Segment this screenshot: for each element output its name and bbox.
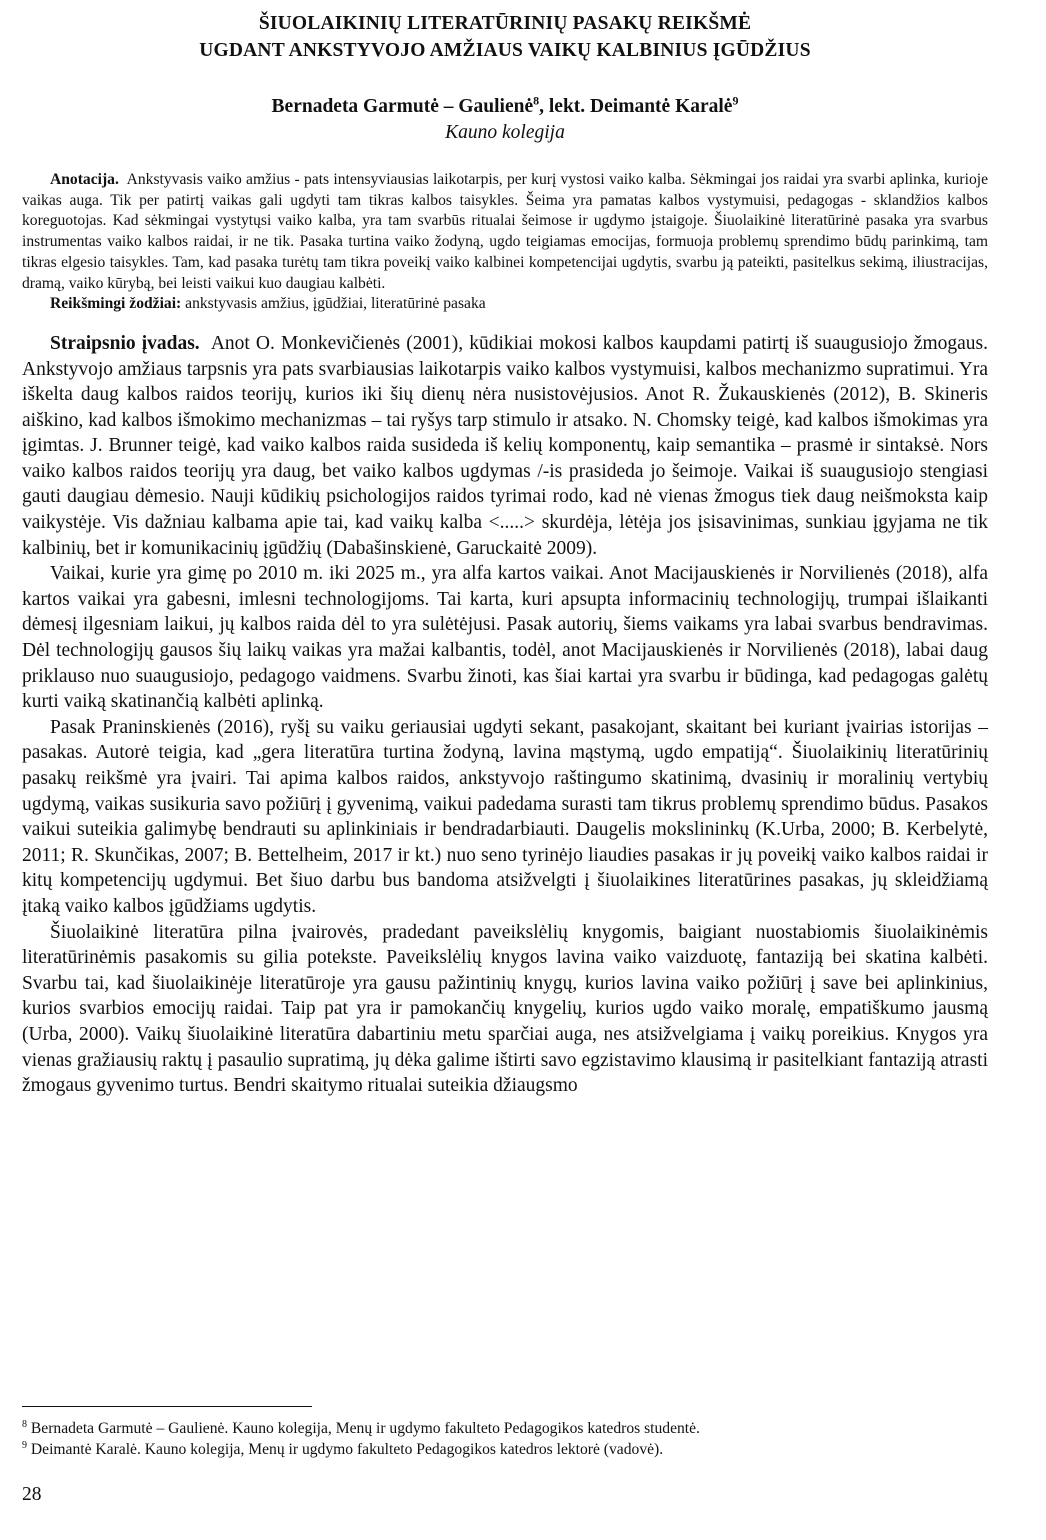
title-line-1: ŠIUOLAIKINIŲ LITERATŪRINIŲ PASAKŲ REIKŠMĖ xyxy=(258,13,752,34)
footnote-ref-8: 8 xyxy=(533,93,540,108)
abstract-paragraph xyxy=(22,170,988,294)
paper-title xyxy=(22,10,988,64)
footnote-text: Bernadeta Garmutė – Gaulienė. Kauno kolegija, Menų ir ugdymo fakulteto Pedagogikos katedros studentė. xyxy=(27,1420,700,1437)
footnote-8 xyxy=(22,1418,988,1439)
page-number: 28 xyxy=(22,1484,42,1505)
author-1: Bernadeta Garmutė – Gaulienė xyxy=(271,96,534,117)
keywords xyxy=(22,294,988,315)
author-2: Deimantė Karalė xyxy=(590,96,733,117)
body-paragraph-1-text: Anot O. Monkevičienės (2001), kūdikiai mokosi kalbos kaupdami patirtį iš suaugusiojo žmogaus. Ankstyvojo amžiaus tarpsnis yra pats svarbiausias laikotarpis vaiko kalbos vystymuisi, kalbos mechanizmo supratimui. Yra iškelta daug kalbos raidos teorijų, kurios iki šių dienų nėra nusistovėjusios. Anot R. Žukauskienės (2012), B. Skineris aiškino, kad kalbos išmokimo mechanizmas – tai ryšys tarp stimulo ir atsako. N. Chomsky teigė, kad kalbos išmokimas yra įgimtas. J. Brunner teigė, kad vaiko kalbos raida susideda iš kelių komponentų, kaip semantika – prasmė ir sintaksė. Nors vaiko kalbos raidos teorijų yra daug, bet vaiko kalbos ugdymas /-is prasideda jo šeimoje. Vaikai iš suaugusiojo stengiasi gauti daugiau dėmesio. Nauji kūdikių psichologijos raidos tyrimai rodo, kad nė vienas žmogus tiek daug neišmoksta kaip vaikystėje. Vis dažniau kalbama apie tai, kad vaikų kalba <.....> skurdėja, lėtėja jos įsisavinimas, sunkiau įgyjama ne tik kalbinių, bet ir komunikacinių įgūdžių (Dabašinskienė, Garuckaitė 2009). xyxy=(22,332,988,559)
abstract-text: Ankstyvasis vaiko amžius - pats intensyviausias laikotarpis, per kurį vystosi vaiko kalba. Sėkmingai jos raidai yra svarbi aplinka, kurioje vaikas auga. Tik per patirtį vaikas gali ugdyti tam tikras kalbos taisykles. Šeima yra pamatas kalbos vystymuisi, pedagogas - sklandžios kalbos koreguotojas. Kad sėkmingai vystytųsi vaiko kalba, yra tam svarbūs ritualai šeimose ir ugdymo įstaigoje. Šiuolaikinė literatūrinė pasaka yra svarbus instrumentas vaiko kalbos raidai, ir ne tik. Pasaka turtina vaiko žodyną, ugdo teigiamas emocijas, formuoja problemų sprendimo būdų parinkimą, tam tikras elgesio taisykles. Tam, kad pasaka turėtų tam tikra poveikį vaiko kalbinei kompetencijai ugdytis, svarbu ją pateikti, pasitelkus sekimą, iliustracijas, dramą, vaiko kūrybą, bei leisti vaikui kuo daugiau kalbėti. xyxy=(22,171,988,292)
body-paragraph-2: Vaikai, kurie yra gimę po 2010 m. iki 2025 m., yra alfa kartos vaikai. Anot Macijauskienės ir Norvilienės (2018), alfa kartos vaikai yra gabesni, imlesni technologijoms. Tai karta, kuri apsupta informacinių technologijų, trumpai išlaikanti dėmesį ilgesniam laikui, jų kalbos raida dėl to yra sulėtėjusi. Pasak autorių, šiems vaikams yra labai svarbus bendravimas. Dėl technologijų gausos šių laikų vaikas yra mažai kalbantis, todėl, anot Macijauskienės ir Norvilienės (2018), labai daug priklauso nuo suaugusiojo, pedagogo vaidmens. Svarbu žinoti, kas šiai kartai yra svarbu ir būdinga, kad pedagogas galėtų kurti vaiką skatinančią kalbėti aplinką. xyxy=(22,563,988,713)
footnote-text: Deimantė Karalė. Kauno kolegija, Menų ir ugdymo fakulteto Pedagogikos katedros lektorė (vadovė). xyxy=(27,1441,664,1458)
abstract xyxy=(22,170,988,315)
body-paragraph-3: Pasak Praninskienės (2016), ryšį su vaiku geriausiai ugdyti sekant, pasakojant, skaitant bei kuriant įvairias istorijas – pasakas. Autorė teigia, kad „gera literatūra turtina žodyną, lavina mąstymą, ugdo empatiją“. Šiuolaikinių literatūrinių pasakų reikšmė yra įvairi. Tai apima kalbos raidos, ankstyvojo raštingumo skatinimą, dvasinių ir moralinių vertybių ugdymą, vaikas susikuria savo požiūrį į gyvenimą, vaikui padedama surasti tam tikrus problemų sprendimo būdus. Pasakos vaikui suteikia galimybę bendrauti su aplinkiniais ir bendradarbiauti. Daugelis mokslininkų (K.Urba, 2000; B. Kerbelytė, 2011; R. Skunčikas, 2007; B. Bettelheim, 2017 ir kt.) nuo seno tyrinėjo liaudies pasakas ir jų poveikį vaiko kalbos raidai ir kitų kompetencijų ugdymui. Bet šiuo darbu bus bandoma atsižvelgti į šiuolaikines literatūrines pasakas, jų skleidžiamą įtaką vaiko kalbos įgūdžiams ugdytis. xyxy=(22,716,988,917)
footnotes xyxy=(22,1418,988,1460)
footnote-divider xyxy=(22,1406,312,1407)
section-lead: Straipsnio įvadas. xyxy=(50,332,200,354)
footnote-9 xyxy=(22,1439,988,1460)
abstract-label: Anotacija. xyxy=(50,171,119,188)
paper-page xyxy=(22,0,988,1540)
footnote-mark: 9 xyxy=(22,1439,27,1451)
keywords-label: Reikšmingi žodžiai: xyxy=(50,295,182,313)
title-line-2: UGDANT ANKSTYVOJO AMŽIAUS VAIKŲ KALBINIUS ĮGŪDŽIUS xyxy=(199,40,811,61)
footnote-mark: 8 xyxy=(22,1418,27,1430)
body-paragraph-1 xyxy=(22,331,988,561)
author-separator: , lekt. xyxy=(539,96,591,117)
footnote-ref-9: 9 xyxy=(732,93,739,108)
affiliation: Kauno kolegija xyxy=(445,122,565,143)
body-paragraph-4: Šiuolaikinė literatūra pilna įvairovės, pradedant paveikslėlių knygomis, baigiant nuostabiomis šiuolaikinėmis literatūrinėmis pasakomis su gilia potekste. Paveikslėlių knygos lavina vaiko vaizduotę, fantaziją bei skatina kalbėti. Svarbu tai, kad šiuolaikinėje literatūroje yra gausu pažintinių knygų, kurios lavina vaiko požiūrį į save bei aplinkinius, kurios svarbios emocijų raidai. Taip pat yra ir pamokančių knygelių, kurios ugdo vaiko moralę, empatiškumo jausmą (Urba, 2000). Vaikų šiuolaikinė literatūra dabartiniu metu sparčiai auga, nes atsižvelgiama į vaikų poreikius. Knygos yra vienas gražiausių raktų į pasaulio supratimą, jų dėka galime ištirti savo egzistavimo klausimą ir pasitelkiant fantaziją atrasti žmogaus gyvenimo turtus. Bendri skaitymo ritualai suteikia džiaugsmo xyxy=(22,921,988,1097)
keywords-text: ankstyvasis amžius, įgūdžiai, literatūrinė pasaka xyxy=(185,295,486,313)
author-list xyxy=(22,94,988,120)
article-body xyxy=(22,331,988,1099)
